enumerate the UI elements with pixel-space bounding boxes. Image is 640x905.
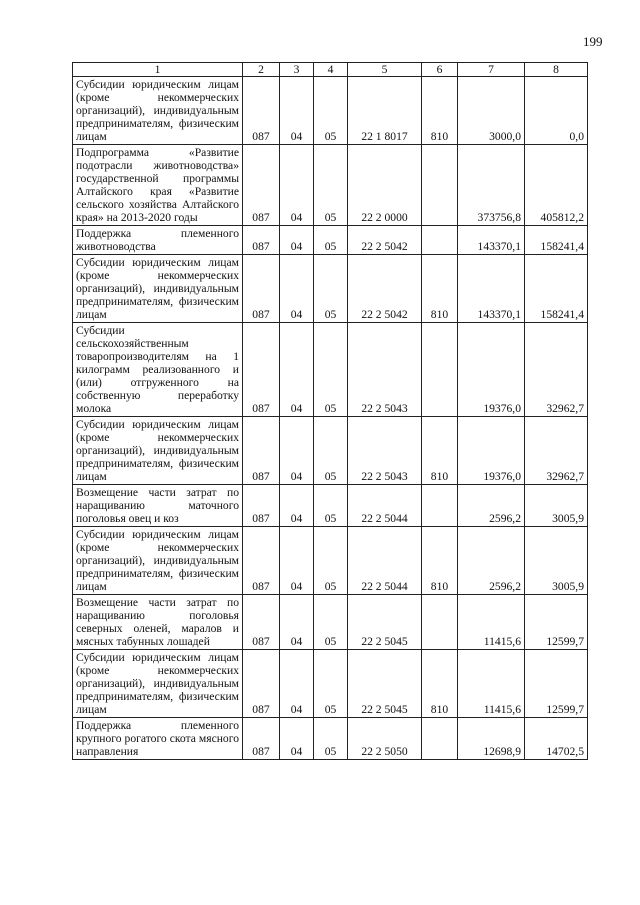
cell-subsection: 05 <box>314 718 348 760</box>
cell-amount-2: 3005,9 <box>525 485 588 527</box>
cell-target-article: 22 2 5045 <box>348 650 422 718</box>
cell-expense-type <box>422 718 458 760</box>
cell-target-article: 22 2 5044 <box>348 485 422 527</box>
cell-subsection: 05 <box>314 226 348 255</box>
row-name: Поддержка племенного животноводства <box>73 226 243 255</box>
cell-section: 04 <box>280 255 314 323</box>
cell-target-article: 22 2 5042 <box>348 226 422 255</box>
cell-subsection: 05 <box>314 417 348 485</box>
cell-amount-2: 3005,9 <box>525 527 588 595</box>
cell-ministry: 087 <box>243 255 280 323</box>
cell-amount-2: 405812,2 <box>525 145 588 226</box>
cell-ministry: 087 <box>243 718 280 760</box>
cell-subsection: 05 <box>314 255 348 323</box>
cell-ministry: 087 <box>243 485 280 527</box>
cell-amount-2: 32962,7 <box>525 323 588 417</box>
header-cell: 1 <box>73 63 243 77</box>
table-row <box>73 255 588 323</box>
cell-subsection: 05 <box>314 595 348 650</box>
cell-ministry: 087 <box>243 77 280 145</box>
cell-subsection: 05 <box>314 485 348 527</box>
cell-target-article: 22 2 5042 <box>348 255 422 323</box>
page-number: 199 <box>583 34 603 49</box>
cell-amount-2: 158241,4 <box>525 255 588 323</box>
cell-expense-type: 810 <box>422 527 458 595</box>
cell-amount-2: 158241,4 <box>525 226 588 255</box>
table-row <box>73 323 588 417</box>
cell-amount-1: 11415,6 <box>458 595 525 650</box>
cell-expense-type <box>422 595 458 650</box>
header-cell: 2 <box>243 63 280 77</box>
table-row <box>73 527 588 595</box>
cell-amount-2: 12599,7 <box>525 595 588 650</box>
cell-amount-1: 143370,1 <box>458 226 525 255</box>
cell-amount-2: 14702,5 <box>525 718 588 760</box>
cell-amount-1: 19376,0 <box>458 323 525 417</box>
cell-subsection: 05 <box>314 323 348 417</box>
table-row <box>73 417 588 485</box>
cell-section: 04 <box>280 527 314 595</box>
table-row <box>73 650 588 718</box>
cell-amount-1: 2596,2 <box>458 527 525 595</box>
cell-ministry: 087 <box>243 595 280 650</box>
cell-ministry: 087 <box>243 145 280 226</box>
cell-amount-1: 373756,8 <box>458 145 525 226</box>
table-row <box>73 77 588 145</box>
header-cell: 7 <box>458 63 525 77</box>
cell-section: 04 <box>280 323 314 417</box>
cell-amount-1: 11415,6 <box>458 650 525 718</box>
row-name: Возмещение части затрат по наращиванию поголовья северных оленей, маралов и мясных табунных лошадей <box>73 595 243 650</box>
row-name: Подпрограмма «Развитие подотрасли животноводства» государственной программы Алтайского края «Развитие сельского хозяйства Алтайского края» на 2013-2020 годы <box>73 145 243 226</box>
cell-expense-type: 810 <box>422 417 458 485</box>
budget-table <box>72 62 588 760</box>
cell-amount-1: 19376,0 <box>458 417 525 485</box>
cell-amount-2: 12599,7 <box>525 650 588 718</box>
cell-subsection: 05 <box>314 527 348 595</box>
header-cell: 5 <box>348 63 422 77</box>
cell-section: 04 <box>280 650 314 718</box>
header-cell: 4 <box>314 63 348 77</box>
cell-target-article: 22 1 8017 <box>348 77 422 145</box>
header-cell: 3 <box>280 63 314 77</box>
cell-ministry: 087 <box>243 323 280 417</box>
table-row <box>73 485 588 527</box>
cell-expense-type <box>422 226 458 255</box>
row-name: Субсидии юридическим лицам (кроме некоммерческих организаций), индивидуальным предпринимателям, физическим лицам <box>73 255 243 323</box>
cell-ministry: 087 <box>243 417 280 485</box>
cell-ministry: 087 <box>243 527 280 595</box>
cell-target-article: 22 2 5043 <box>348 417 422 485</box>
cell-amount-2: 0,0 <box>525 77 588 145</box>
cell-target-article: 22 2 5045 <box>348 595 422 650</box>
row-name: Субсидии юридическим лицам (кроме некоммерческих организаций), индивидуальным предпринимателям, физическим лицам <box>73 527 243 595</box>
cell-expense-type <box>422 485 458 527</box>
table-row <box>73 226 588 255</box>
cell-amount-1: 3000,0 <box>458 77 525 145</box>
cell-ministry: 087 <box>243 226 280 255</box>
row-name: Субсидии сельскохозяйственным товаропроизводителям на 1 килограмм реализованного и (или) отгруженного на собственную переработку молока <box>73 323 243 417</box>
cell-section: 04 <box>280 718 314 760</box>
cell-ministry: 087 <box>243 650 280 718</box>
cell-target-article: 22 2 5044 <box>348 527 422 595</box>
row-name: Субсидии юридическим лицам (кроме некоммерческих организаций), индивидуальным предпринимателям, физическим лицам <box>73 417 243 485</box>
table-row <box>73 718 588 760</box>
row-name: Поддержка племенного крупного рогатого скота мясного направления <box>73 718 243 760</box>
header-cell: 6 <box>422 63 458 77</box>
table-row <box>73 595 588 650</box>
cell-section: 04 <box>280 485 314 527</box>
header-cell: 8 <box>525 63 588 77</box>
cell-amount-1: 12698,9 <box>458 718 525 760</box>
cell-subsection: 05 <box>314 650 348 718</box>
cell-section: 04 <box>280 595 314 650</box>
cell-amount-2: 32962,7 <box>525 417 588 485</box>
cell-expense-type: 810 <box>422 650 458 718</box>
cell-subsection: 05 <box>314 77 348 145</box>
cell-target-article: 22 2 5050 <box>348 718 422 760</box>
cell-target-article: 22 2 5043 <box>348 323 422 417</box>
cell-section: 04 <box>280 145 314 226</box>
cell-expense-type: 810 <box>422 77 458 145</box>
cell-section: 04 <box>280 417 314 485</box>
cell-expense-type <box>422 323 458 417</box>
row-name: Субсидии юридическим лицам (кроме некоммерческих организаций), индивидуальным предпринимателям, физическим лицам <box>73 77 243 145</box>
cell-amount-1: 2596,2 <box>458 485 525 527</box>
cell-expense-type <box>422 145 458 226</box>
cell-target-article: 22 2 0000 <box>348 145 422 226</box>
row-name: Возмещение части затрат по наращиванию маточного поголовья овец и коз <box>73 485 243 527</box>
cell-amount-1: 143370,1 <box>458 255 525 323</box>
row-name: Субсидии юридическим лицам (кроме некоммерческих организаций), индивидуальным предпринимателям, физическим лицам <box>73 650 243 718</box>
cell-expense-type: 810 <box>422 255 458 323</box>
table-row <box>73 145 588 226</box>
cell-section: 04 <box>280 226 314 255</box>
cell-subsection: 05 <box>314 145 348 226</box>
cell-section: 04 <box>280 77 314 145</box>
header-row <box>73 63 588 77</box>
